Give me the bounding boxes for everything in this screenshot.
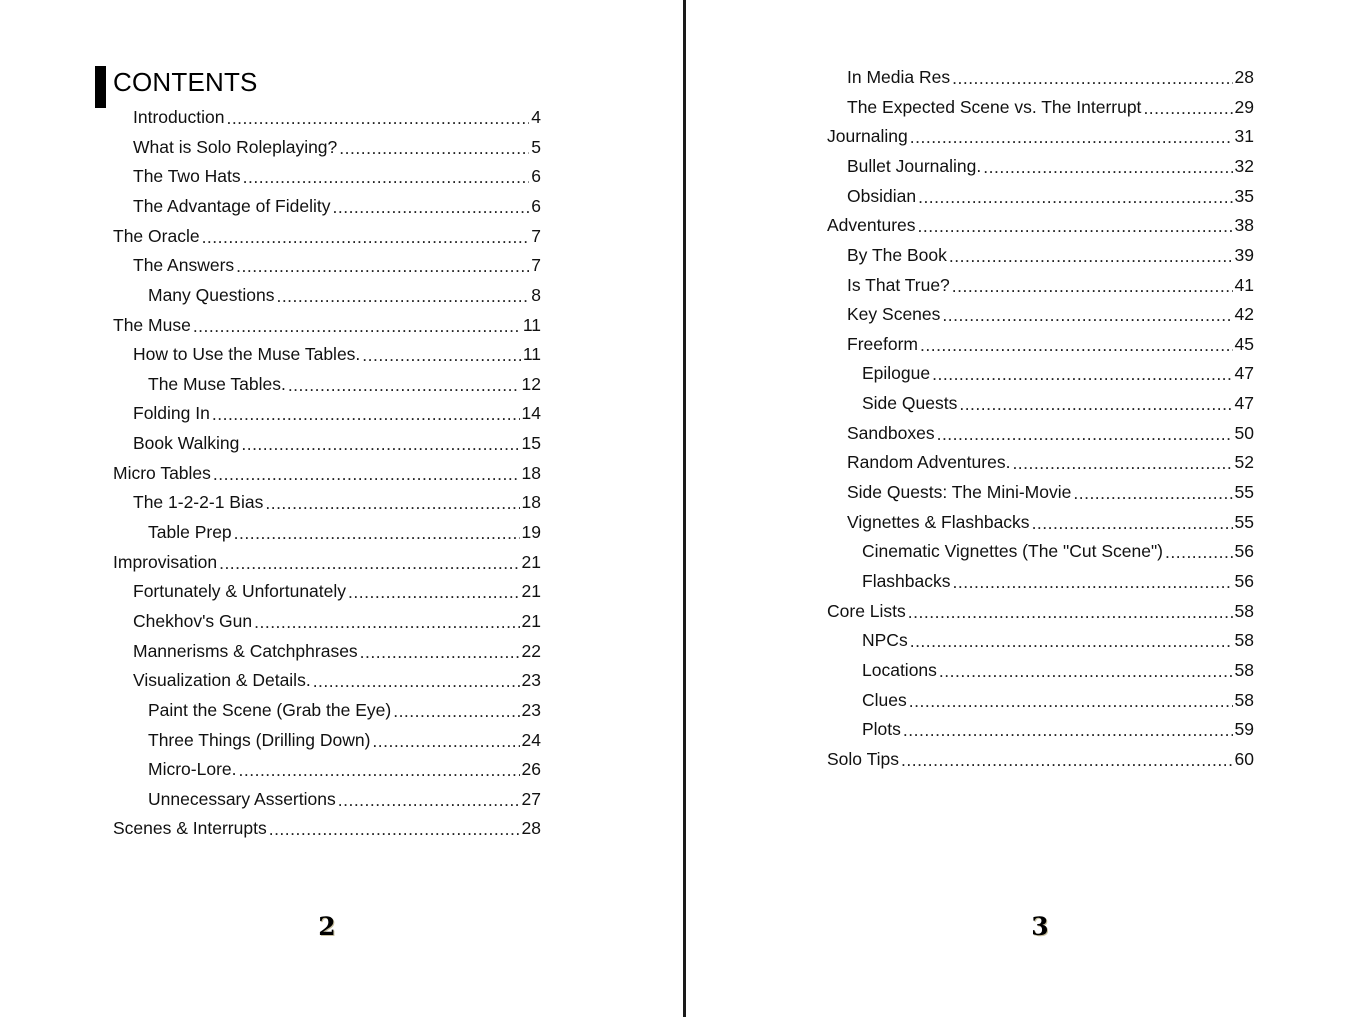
toc-entry[interactable] <box>827 359 1254 389</box>
toc-entry-page: 28 <box>1234 67 1254 88</box>
toc-entry[interactable] <box>113 429 541 459</box>
dot-leader <box>236 258 529 276</box>
toc-list-left <box>113 103 541 844</box>
toc-entry[interactable] <box>827 626 1254 656</box>
toc-entry[interactable] <box>827 182 1254 212</box>
dot-leader <box>903 722 1233 740</box>
toc-entry-title: Unnecessary Assertions <box>148 788 336 809</box>
toc-entry-page: 55 <box>1234 482 1254 503</box>
toc-entry-page: 58 <box>1234 659 1254 680</box>
toc-entry[interactable] <box>827 211 1254 241</box>
toc-entry[interactable] <box>113 162 541 192</box>
toc-entry[interactable] <box>113 459 541 489</box>
toc-entry-page: 24 <box>521 729 541 750</box>
toc-entry-page: 23 <box>521 699 541 720</box>
page-title: CONTENTS <box>113 66 258 97</box>
toc-entry[interactable] <box>827 448 1254 478</box>
dot-leader <box>952 70 1232 88</box>
toc-entry-page: 47 <box>1234 393 1254 414</box>
dot-leader <box>952 278 1233 296</box>
dot-leader <box>1143 100 1232 118</box>
toc-entry[interactable] <box>827 93 1254 123</box>
toc-entry-page: 22 <box>521 640 541 661</box>
toc-entry-page: 59 <box>1234 719 1254 740</box>
dot-leader <box>269 821 520 839</box>
toc-entry-page: 6 <box>531 195 541 216</box>
toc-entry-title: Is That True? <box>847 274 950 295</box>
dot-leader <box>901 752 1233 770</box>
toc-entry[interactable] <box>113 222 541 252</box>
toc-entry-page: 26 <box>521 759 541 780</box>
toc-entry-title: Table Prep <box>148 522 232 543</box>
dot-leader <box>372 733 519 751</box>
heading-accent-bar <box>95 66 106 108</box>
right-page <box>686 0 1363 1017</box>
toc-entry[interactable] <box>827 478 1254 508</box>
toc-entry-page: 42 <box>1234 304 1254 325</box>
toc-entry-page: 38 <box>1234 215 1254 236</box>
toc-entry-page: 6 <box>531 166 541 187</box>
toc-entry-title: Core Lists <box>827 600 906 621</box>
toc-entry-page: 56 <box>1234 570 1254 591</box>
toc-entry-title: Micro-Lore. <box>148 759 237 780</box>
dot-leader <box>939 663 1233 681</box>
toc-entry-page: 58 <box>1234 689 1254 710</box>
dot-leader <box>288 377 520 395</box>
toc-entry-page: 45 <box>1234 333 1254 354</box>
dot-leader <box>254 614 519 632</box>
toc-entry-page: 15 <box>521 433 541 454</box>
dot-leader <box>234 525 520 543</box>
toc-entry[interactable] <box>113 548 541 578</box>
toc-entry-page: 52 <box>1234 452 1254 473</box>
toc-entry-title: Side Quests: The Mini-Movie <box>847 482 1072 503</box>
toc-entry[interactable] <box>113 814 541 844</box>
toc-entry[interactable] <box>113 725 541 755</box>
toc-entry-title: How to Use the Muse Tables. <box>133 344 361 365</box>
toc-entry-page: 7 <box>531 225 541 246</box>
toc-entry-page: 56 <box>1234 541 1254 562</box>
dot-leader <box>918 189 1232 207</box>
dot-leader <box>360 644 520 662</box>
toc-entry-title: Folding In <box>133 403 210 424</box>
toc-entry[interactable] <box>113 696 541 726</box>
toc-entry[interactable] <box>113 370 541 400</box>
toc-entry-title: Improvisation <box>113 551 218 572</box>
toc-entry-title: The Two Hats <box>133 166 241 187</box>
toc-entry-title: Cinematic Vignettes (The "Cut Scene") <box>862 541 1163 562</box>
toc-entry-page: 8 <box>531 284 541 305</box>
toc-entry[interactable] <box>113 192 541 222</box>
toc-entry-page: 50 <box>1234 422 1254 443</box>
toc-entry-page: 21 <box>521 551 541 572</box>
dot-leader <box>908 604 1233 622</box>
toc-entry-title: The Muse Tables. <box>148 373 286 394</box>
dot-leader <box>332 199 529 217</box>
toc-entry-title: Many Questions <box>148 284 275 305</box>
toc-entry[interactable] <box>113 310 541 340</box>
toc-entry[interactable] <box>827 597 1254 627</box>
toc-entry-page: 32 <box>1234 155 1254 176</box>
toc-entry-page: 7 <box>531 255 541 276</box>
toc-entry[interactable] <box>113 340 541 370</box>
toc-entry-page: 31 <box>1234 126 1254 147</box>
toc-list-right <box>827 63 1254 774</box>
toc-entry-title: Freeform <box>847 333 918 354</box>
toc-entry-page: 47 <box>1234 363 1254 384</box>
toc-entry-title: The Advantage of Fidelity <box>133 195 331 216</box>
toc-entry-page: 21 <box>521 610 541 631</box>
toc-entry-page: 35 <box>1234 185 1254 206</box>
toc-entry[interactable] <box>827 656 1254 686</box>
dot-leader <box>193 318 521 336</box>
dot-leader <box>241 436 519 454</box>
toc-entry-title: Three Things (Drilling Down) <box>148 729 371 750</box>
toc-entry-title: Solo Tips <box>827 748 899 769</box>
toc-entry[interactable] <box>827 300 1254 330</box>
toc-entry[interactable] <box>113 785 541 815</box>
toc-entry[interactable] <box>113 607 541 637</box>
toc-entry-title: Sandboxes <box>847 422 935 443</box>
toc-entry[interactable] <box>827 63 1254 93</box>
toc-entry-page: 11 <box>522 314 541 335</box>
toc-entry-title: Mannerisms & Catchphrases <box>133 640 358 661</box>
toc-entry-title: Obsidian <box>847 185 917 206</box>
dot-leader <box>202 229 530 247</box>
toc-entry-page: 41 <box>1234 274 1254 295</box>
toc-entry-title: Visualization & Details. <box>133 670 311 691</box>
toc-entry[interactable] <box>113 577 541 607</box>
dot-leader <box>226 110 529 128</box>
toc-entry-page: 21 <box>521 581 541 602</box>
toc-entry-title: NPCs <box>862 630 908 651</box>
toc-entry-page: 55 <box>1234 511 1254 532</box>
toc-entry-title: Side Quests <box>862 393 958 414</box>
dot-leader <box>920 337 1233 355</box>
toc-entry-title: The Expected Scene vs. The Interrupt <box>847 96 1142 117</box>
toc-entry-page: 18 <box>521 492 541 513</box>
toc-entry[interactable] <box>827 537 1254 567</box>
dot-leader <box>942 307 1232 325</box>
dot-leader <box>1012 455 1232 473</box>
toc-entry-title: Key Scenes <box>847 304 941 325</box>
toc-entry-page: 4 <box>531 107 541 128</box>
toc-entry[interactable] <box>113 755 541 785</box>
toc-entry[interactable] <box>827 715 1254 745</box>
toc-entry[interactable] <box>113 133 541 163</box>
toc-entry-page: 60 <box>1234 748 1254 769</box>
toc-entry[interactable] <box>827 330 1254 360</box>
dot-leader <box>239 762 520 780</box>
toc-entry-title: Plots <box>862 719 901 740</box>
dot-leader <box>339 140 529 158</box>
dot-leader <box>909 693 1233 711</box>
toc-entry[interactable] <box>113 488 541 518</box>
toc-entry-title: Journaling <box>827 126 908 147</box>
toc-entry-page: 39 <box>1234 244 1254 265</box>
toc-entry-title: Random Adventures. <box>847 452 1011 473</box>
dot-leader <box>393 703 519 721</box>
dot-leader <box>1073 485 1232 503</box>
toc-entry-title: In Media Res <box>847 67 951 88</box>
toc-entry[interactable] <box>113 281 541 311</box>
dot-leader <box>348 584 520 602</box>
toc-entry[interactable] <box>113 666 541 696</box>
toc-entry-title: The Muse <box>113 314 191 335</box>
toc-entry-page: 27 <box>521 788 541 809</box>
toc-entry-page: 29 <box>1234 96 1254 117</box>
dot-leader <box>953 574 1233 592</box>
toc-entry-page: 58 <box>1234 630 1254 651</box>
toc-entry-page: 19 <box>521 522 541 543</box>
dot-leader <box>918 218 1233 236</box>
toc-entry-page: 18 <box>521 462 541 483</box>
contents-heading <box>95 66 258 108</box>
dot-leader <box>1032 515 1233 533</box>
page-number-left: 2 <box>318 912 336 941</box>
toc-entry-page: 28 <box>521 818 541 839</box>
dot-leader <box>932 366 1232 384</box>
toc-entry[interactable] <box>827 389 1254 419</box>
dot-leader <box>276 288 529 306</box>
dot-leader <box>265 495 519 513</box>
toc-entry-title: Flashbacks <box>862 570 951 591</box>
toc-entry[interactable] <box>113 518 541 548</box>
toc-entry-title: The Oracle <box>113 225 200 246</box>
toc-entry-title: Book Walking <box>133 433 240 454</box>
dot-leader <box>937 426 1233 444</box>
toc-entry[interactable] <box>827 685 1254 715</box>
toc-entry-page: 12 <box>521 373 541 394</box>
toc-entry-title: The 1-2-2-1 Bias <box>133 492 264 513</box>
toc-entry-title: Micro Tables <box>113 462 211 483</box>
dot-leader <box>219 555 519 573</box>
toc-entry[interactable] <box>113 251 541 281</box>
toc-entry[interactable] <box>113 399 541 429</box>
toc-entry-title: Chekhov's Gun <box>133 610 253 631</box>
toc-entry[interactable] <box>113 637 541 667</box>
dot-leader <box>910 129 1233 147</box>
toc-entry-title: Introduction <box>133 107 225 128</box>
toc-entry-title: Bullet Journaling. <box>847 155 982 176</box>
toc-entry[interactable] <box>827 152 1254 182</box>
toc-entry-title: The Answers <box>133 255 235 276</box>
toc-entry-title: Adventures <box>827 215 916 236</box>
toc-entry-title: Clues <box>862 689 907 710</box>
dot-leader <box>959 396 1232 414</box>
dot-leader <box>983 159 1232 177</box>
toc-entry-page: 58 <box>1234 600 1254 621</box>
toc-entry-title: Fortunately & Unfortunately <box>133 581 347 602</box>
dot-leader <box>362 347 521 365</box>
dot-leader <box>243 169 530 187</box>
dot-leader <box>212 406 520 424</box>
toc-entry-title: Epilogue <box>862 363 931 384</box>
toc-entry-title: Locations <box>862 659 937 680</box>
toc-entry-title: What is Solo Roleplaying? <box>133 136 338 157</box>
toc-entry-title: Paint the Scene (Grab the Eye) <box>148 699 392 720</box>
toc-entry-title: Vignettes & Flashbacks <box>847 511 1030 532</box>
toc-entry-page: 23 <box>521 670 541 691</box>
dot-leader <box>213 466 520 484</box>
toc-entry-page: 11 <box>522 344 541 365</box>
page-number-right: 3 <box>1031 912 1049 941</box>
dot-leader <box>910 633 1233 651</box>
toc-entry[interactable] <box>827 508 1254 538</box>
toc-entry[interactable] <box>827 419 1254 449</box>
toc-entry-title: Scenes & Interrupts <box>113 818 267 839</box>
toc-entry[interactable] <box>827 122 1254 152</box>
toc-entry-title: By The Book <box>847 244 947 265</box>
toc-entry[interactable] <box>827 241 1254 271</box>
dot-leader <box>1165 544 1233 562</box>
toc-entry[interactable] <box>827 745 1254 775</box>
toc-entry-page: 14 <box>521 403 541 424</box>
toc-entry[interactable] <box>113 103 541 133</box>
toc-entry-page: 5 <box>531 136 541 157</box>
dot-leader <box>313 673 520 691</box>
dot-leader <box>949 248 1233 266</box>
toc-entry[interactable] <box>827 567 1254 597</box>
toc-entry[interactable] <box>827 270 1254 300</box>
dot-leader <box>338 792 520 810</box>
